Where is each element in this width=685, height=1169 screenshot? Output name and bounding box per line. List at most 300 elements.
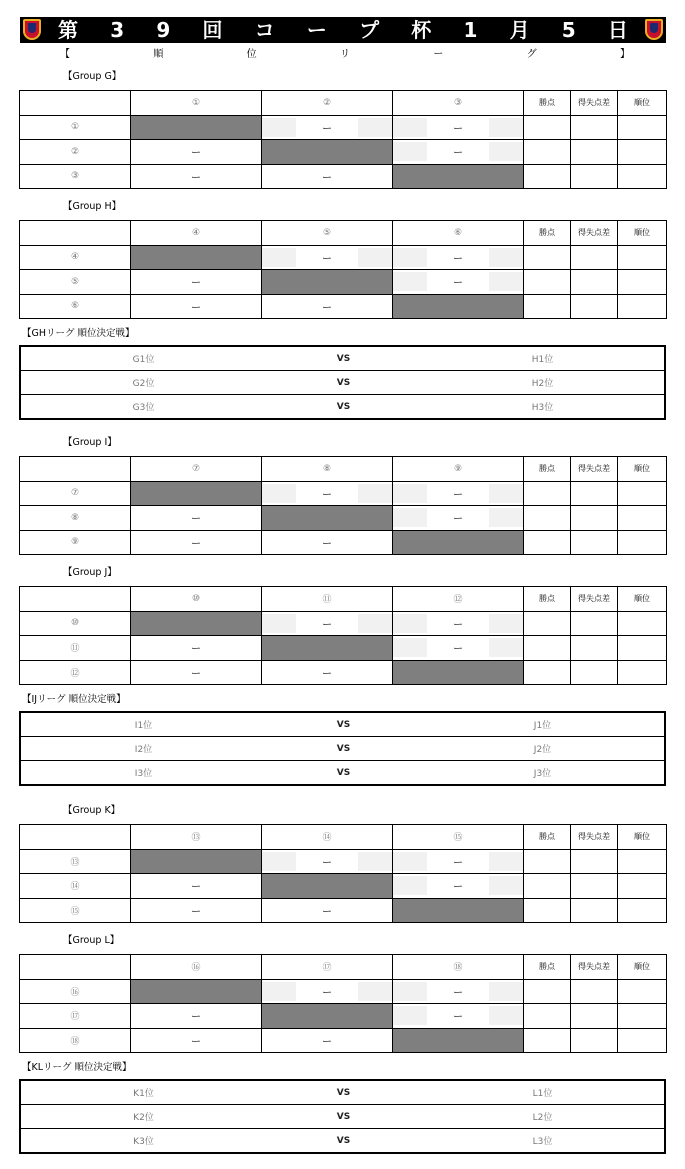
group-table: [19, 220, 667, 319]
playoff-row: [21, 713, 664, 736]
table-row: [20, 1028, 667, 1053]
score-box-away: [489, 1006, 523, 1025]
score-entry: [393, 482, 523, 506]
table-row: [20, 245, 667, 270]
group-heading: 【Group J】: [63, 567, 117, 578]
playoff-left-team: G2位: [132, 379, 155, 389]
mirrored-score-cell: [131, 140, 262, 165]
stat-header: 勝点: [524, 457, 571, 482]
score-dash: ー: [453, 987, 463, 999]
vs-label: VS: [336, 377, 351, 388]
playoff-row: [21, 347, 664, 370]
stat-cell: [524, 611, 571, 636]
stat-cell: [571, 660, 618, 685]
column-team-label: ⑬: [131, 825, 262, 850]
score-dash: ー: [453, 489, 463, 501]
score-dash: ー: [191, 668, 201, 680]
row-team-label: ⑰: [20, 1004, 131, 1029]
mirrored-score-cell: [262, 530, 393, 555]
stat-cell: [571, 1028, 618, 1053]
stat-cell: [571, 979, 618, 1004]
score-entry: [262, 482, 392, 506]
mirrored-score-cell: [131, 898, 262, 923]
score-cell: [393, 245, 524, 270]
mirrored-score-cell: [131, 874, 262, 899]
subtitle-char: 位: [246, 49, 257, 60]
table-header-row: [20, 955, 667, 980]
score-dash: ー: [191, 644, 201, 656]
score-dash: ー: [191, 514, 201, 526]
table-row: [20, 294, 667, 319]
stat-header: 勝点: [524, 587, 571, 612]
self-match-cell: [262, 140, 393, 165]
playoff-right-team: H1位: [531, 355, 554, 365]
score-dash: ー: [191, 148, 201, 160]
stat-header: 得失点差: [571, 91, 618, 116]
corner-cell: [20, 221, 131, 246]
row-team-label: ②: [20, 140, 131, 165]
stat-cell: [524, 270, 571, 295]
score-entry: [262, 116, 392, 140]
stat-cell: [524, 140, 571, 165]
stat-cell: [571, 636, 618, 661]
table-row: [20, 898, 667, 923]
score-entry: [262, 850, 392, 874]
title-char: 日: [607, 18, 628, 42]
score-box-away: [358, 248, 392, 267]
stat-header: 順位: [618, 221, 667, 246]
score-box-home: [393, 876, 427, 895]
vs-label: VS: [336, 1087, 351, 1098]
stat-cell: [618, 506, 667, 531]
table-row: [20, 530, 667, 555]
row-team-label: ⑨: [20, 530, 131, 555]
score-box-home: [262, 852, 296, 871]
mirrored-score-cell: [131, 270, 262, 295]
title-text: [48, 17, 638, 43]
score-dash: ー: [453, 882, 463, 894]
vs-label: VS: [336, 743, 351, 754]
stat-cell: [524, 294, 571, 319]
stat-cell: [571, 140, 618, 165]
score-cell: [393, 140, 524, 165]
stat-cell: [524, 660, 571, 685]
row-team-label: ①: [20, 115, 131, 140]
score-dash: ー: [322, 172, 332, 184]
stat-cell: [571, 294, 618, 319]
score-box-home: [393, 638, 427, 657]
playoff-right-team: L2位: [532, 1113, 553, 1123]
playoff-left-team: I3位: [134, 769, 153, 779]
title-char: 回: [202, 18, 223, 42]
playoff-left-team: I2位: [134, 745, 153, 755]
score-box-away: [489, 142, 523, 161]
table-row: [20, 849, 667, 874]
stat-cell: [571, 1004, 618, 1029]
score-dash: ー: [453, 148, 463, 160]
group-table: [19, 586, 667, 685]
score-entry: [393, 270, 523, 294]
team-emblem-icon: [23, 19, 41, 40]
score-box-home: [393, 982, 427, 1001]
score-box-home: [393, 852, 427, 871]
score-dash: ー: [453, 644, 463, 656]
table-row: [20, 164, 667, 189]
stat-cell: [618, 481, 667, 506]
mirrored-score-cell: [131, 530, 262, 555]
self-match-cell: [393, 660, 524, 685]
title-char: 杯: [411, 18, 432, 42]
score-entry: [393, 1004, 523, 1028]
stat-cell: [618, 115, 667, 140]
score-box-away: [358, 852, 392, 871]
stat-cell: [571, 506, 618, 531]
stat-header: 得失点差: [571, 221, 618, 246]
score-dash: ー: [191, 1036, 201, 1048]
table-row: [20, 481, 667, 506]
table-row: [20, 1004, 667, 1029]
score-box-home: [262, 982, 296, 1001]
column-team-label: ⑯: [131, 955, 262, 980]
mirrored-score-cell: [131, 506, 262, 531]
mirrored-score-cell: [262, 898, 393, 923]
score-entry: [393, 116, 523, 140]
stat-header: 得失点差: [571, 955, 618, 980]
self-match-cell: [262, 506, 393, 531]
row-team-label: ⑮: [20, 898, 131, 923]
column-team-label: ⑦: [131, 457, 262, 482]
group-table: [19, 954, 667, 1053]
stat-header: 勝点: [524, 955, 571, 980]
playoff-row: [21, 760, 664, 784]
column-team-label: ④: [131, 221, 262, 246]
row-team-label: ⑬: [20, 849, 131, 874]
score-dash: ー: [322, 906, 332, 918]
score-dash: ー: [322, 253, 332, 265]
score-box-home: [262, 248, 296, 267]
row-team-label: ⑯: [20, 979, 131, 1004]
score-dash: ー: [322, 857, 332, 869]
self-match-cell: [131, 979, 262, 1004]
corner-cell: [20, 91, 131, 116]
mirrored-score-cell: [131, 660, 262, 685]
stat-cell: [618, 611, 667, 636]
table-header-row: [20, 587, 667, 612]
table-row: [20, 115, 667, 140]
row-team-label: ⑭: [20, 874, 131, 899]
subtitle-char: 【: [60, 49, 70, 60]
score-cell: [262, 481, 393, 506]
playoff-right-team: L1位: [532, 1089, 553, 1099]
stat-cell: [524, 1004, 571, 1029]
playoff-right-team: J3位: [533, 769, 552, 779]
stat-cell: [524, 115, 571, 140]
group-heading: 【Group K】: [63, 805, 121, 816]
score-cell: [393, 874, 524, 899]
group-table: [19, 90, 667, 189]
mirrored-score-cell: [131, 636, 262, 661]
table-header-row: [20, 91, 667, 116]
title-char: 5: [561, 18, 576, 42]
score-dash: ー: [453, 619, 463, 631]
playoff-left-team: I1位: [134, 721, 153, 731]
self-match-cell: [393, 294, 524, 319]
title-char: 1: [463, 18, 478, 42]
score-entry: [393, 246, 523, 270]
stat-cell: [524, 849, 571, 874]
mirrored-score-cell: [262, 294, 393, 319]
score-box-home: [262, 118, 296, 137]
stat-cell: [571, 530, 618, 555]
stat-header: 順位: [618, 955, 667, 980]
column-team-label: ⑭: [262, 825, 393, 850]
stat-cell: [618, 294, 667, 319]
score-dash: ー: [191, 302, 201, 314]
stat-header: 順位: [618, 825, 667, 850]
corner-cell: [20, 825, 131, 850]
playoff-table: [19, 711, 666, 786]
title-char: 9: [156, 18, 171, 42]
column-team-label: ⑱: [393, 955, 524, 980]
stat-cell: [524, 506, 571, 531]
corner-cell: [20, 587, 131, 612]
score-box-away: [489, 638, 523, 657]
playoff-row: [21, 394, 664, 418]
subtitle-char: グ: [526, 49, 537, 60]
title-char: ー: [306, 18, 327, 42]
column-team-label: ⑪: [262, 587, 393, 612]
self-match-cell: [393, 530, 524, 555]
stat-cell: [524, 898, 571, 923]
group-table: [19, 824, 667, 923]
self-match-cell: [131, 481, 262, 506]
corner-cell: [20, 457, 131, 482]
stat-cell: [524, 1028, 571, 1053]
stat-cell: [524, 874, 571, 899]
playoff-heading: 【GHリーグ 順位決定戦】: [22, 328, 135, 339]
mirrored-score-cell: [131, 164, 262, 189]
score-box-home: [393, 142, 427, 161]
stat-cell: [618, 270, 667, 295]
stat-header: 勝点: [524, 825, 571, 850]
column-team-label: ⑧: [262, 457, 393, 482]
self-match-cell: [131, 849, 262, 874]
score-dash: ー: [191, 906, 201, 918]
score-box-away: [489, 982, 523, 1001]
subtitle-char: 順: [153, 49, 164, 60]
score-cell: [393, 115, 524, 140]
score-dash: ー: [453, 514, 463, 526]
group-table: [19, 456, 667, 555]
score-cell: [393, 1004, 524, 1029]
stat-cell: [571, 898, 618, 923]
group-heading: 【Group G】: [63, 71, 122, 82]
stat-header: 得失点差: [571, 457, 618, 482]
score-dash: ー: [453, 123, 463, 135]
score-cell: [393, 611, 524, 636]
playoff-table: [19, 345, 666, 420]
playoff-row: [21, 1081, 664, 1104]
mirrored-score-cell: [131, 294, 262, 319]
table-row: [20, 660, 667, 685]
playoff-left-team: G3位: [132, 403, 155, 413]
stat-header: 順位: [618, 91, 667, 116]
column-team-label: ③: [393, 91, 524, 116]
score-entry: [393, 980, 523, 1004]
mirrored-score-cell: [131, 1004, 262, 1029]
column-team-label: ⑨: [393, 457, 524, 482]
stat-cell: [618, 874, 667, 899]
table-row: [20, 270, 667, 295]
playoff-right-team: L3位: [532, 1137, 553, 1147]
table-row: [20, 979, 667, 1004]
column-team-label: ①: [131, 91, 262, 116]
vs-label: VS: [336, 719, 351, 730]
score-box-away: [489, 248, 523, 267]
score-box-away: [489, 614, 523, 633]
score-dash: ー: [191, 538, 201, 550]
row-team-label: ⑫: [20, 660, 131, 685]
vs-label: VS: [336, 1111, 351, 1122]
stat-cell: [618, 245, 667, 270]
vs-label: VS: [336, 401, 351, 412]
group-heading: 【Group L】: [63, 935, 120, 946]
playoff-row: [21, 1128, 664, 1152]
subtitle: [60, 45, 630, 61]
score-entry: [393, 506, 523, 530]
score-box-home: [393, 118, 427, 137]
self-match-cell: [131, 115, 262, 140]
score-dash: ー: [191, 172, 201, 184]
column-team-label: ②: [262, 91, 393, 116]
stat-cell: [618, 1004, 667, 1029]
stat-cell: [524, 164, 571, 189]
stat-cell: [524, 530, 571, 555]
stat-header: 得失点差: [571, 825, 618, 850]
subtitle-char: ー: [433, 49, 444, 60]
team-emblem-icon: [645, 19, 663, 40]
stat-cell: [571, 270, 618, 295]
score-entry: [393, 140, 523, 164]
playoff-left-team: K1位: [133, 1089, 154, 1099]
stat-header: 順位: [618, 587, 667, 612]
score-dash: ー: [322, 538, 332, 550]
row-team-label: ⑱: [20, 1028, 131, 1053]
self-match-cell: [393, 164, 524, 189]
table-header-row: [20, 457, 667, 482]
vs-label: VS: [336, 353, 351, 364]
stat-cell: [571, 115, 618, 140]
score-box-home: [393, 614, 427, 633]
subtitle-char: リ: [339, 49, 350, 60]
playoff-heading: 【KLリーグ 順位決定戦】: [22, 1062, 132, 1073]
group-heading: 【Group I】: [63, 437, 117, 448]
column-team-label: ⑫: [393, 587, 524, 612]
row-team-label: ③: [20, 164, 131, 189]
score-box-home: [262, 484, 296, 503]
title-char: コ: [254, 18, 275, 42]
stat-header: 得失点差: [571, 587, 618, 612]
score-dash: ー: [322, 987, 332, 999]
row-team-label: ④: [20, 245, 131, 270]
score-entry: [393, 850, 523, 874]
playoff-row: [21, 370, 664, 394]
group-heading: 【Group H】: [63, 201, 122, 212]
score-box-away: [358, 614, 392, 633]
score-dash: ー: [322, 302, 332, 314]
playoff-row: [21, 1104, 664, 1128]
mirrored-score-cell: [262, 164, 393, 189]
score-cell: [262, 979, 393, 1004]
score-dash: ー: [453, 857, 463, 869]
playoff-right-team: J2位: [533, 745, 552, 755]
score-box-home: [262, 614, 296, 633]
column-team-label: ⑥: [393, 221, 524, 246]
self-match-cell: [393, 1028, 524, 1053]
playoff-table: [19, 1079, 666, 1154]
row-team-label: ⑤: [20, 270, 131, 295]
vs-label: VS: [336, 1135, 351, 1146]
score-cell: [393, 979, 524, 1004]
corner-cell: [20, 955, 131, 980]
stat-cell: [618, 979, 667, 1004]
playoff-right-team: H2位: [531, 379, 554, 389]
score-entry: [393, 636, 523, 660]
score-dash: ー: [453, 1012, 463, 1024]
score-box-away: [358, 982, 392, 1001]
score-box-home: [393, 484, 427, 503]
score-box-away: [489, 852, 523, 871]
column-team-label: ⑮: [393, 825, 524, 850]
self-match-cell: [131, 611, 262, 636]
stat-cell: [618, 660, 667, 685]
row-team-label: ⑧: [20, 506, 131, 531]
score-dash: ー: [322, 489, 332, 501]
mirrored-score-cell: [262, 1028, 393, 1053]
playoff-right-team: J1位: [533, 721, 552, 731]
column-team-label: ⑰: [262, 955, 393, 980]
table-row: [20, 874, 667, 899]
score-box-away: [358, 118, 392, 137]
mirrored-score-cell: [262, 660, 393, 685]
self-match-cell: [262, 270, 393, 295]
stat-cell: [571, 164, 618, 189]
stat-cell: [524, 245, 571, 270]
score-box-home: [393, 1006, 427, 1025]
table-row: [20, 140, 667, 165]
score-cell: [393, 506, 524, 531]
score-cell: [262, 849, 393, 874]
score-entry: [262, 246, 392, 270]
score-box-away: [358, 484, 392, 503]
table-header-row: [20, 221, 667, 246]
stat-cell: [618, 530, 667, 555]
column-team-label: ⑩: [131, 587, 262, 612]
score-dash: ー: [322, 668, 332, 680]
stat-cell: [618, 898, 667, 923]
playoff-left-team: G1位: [132, 355, 155, 365]
score-entry: [393, 612, 523, 636]
score-cell: [262, 611, 393, 636]
stat-header: 勝点: [524, 91, 571, 116]
stat-header: 勝点: [524, 221, 571, 246]
score-cell: [393, 270, 524, 295]
stat-cell: [571, 874, 618, 899]
score-cell: [393, 849, 524, 874]
score-cell: [393, 636, 524, 661]
mirrored-score-cell: [131, 1028, 262, 1053]
table-row: [20, 611, 667, 636]
